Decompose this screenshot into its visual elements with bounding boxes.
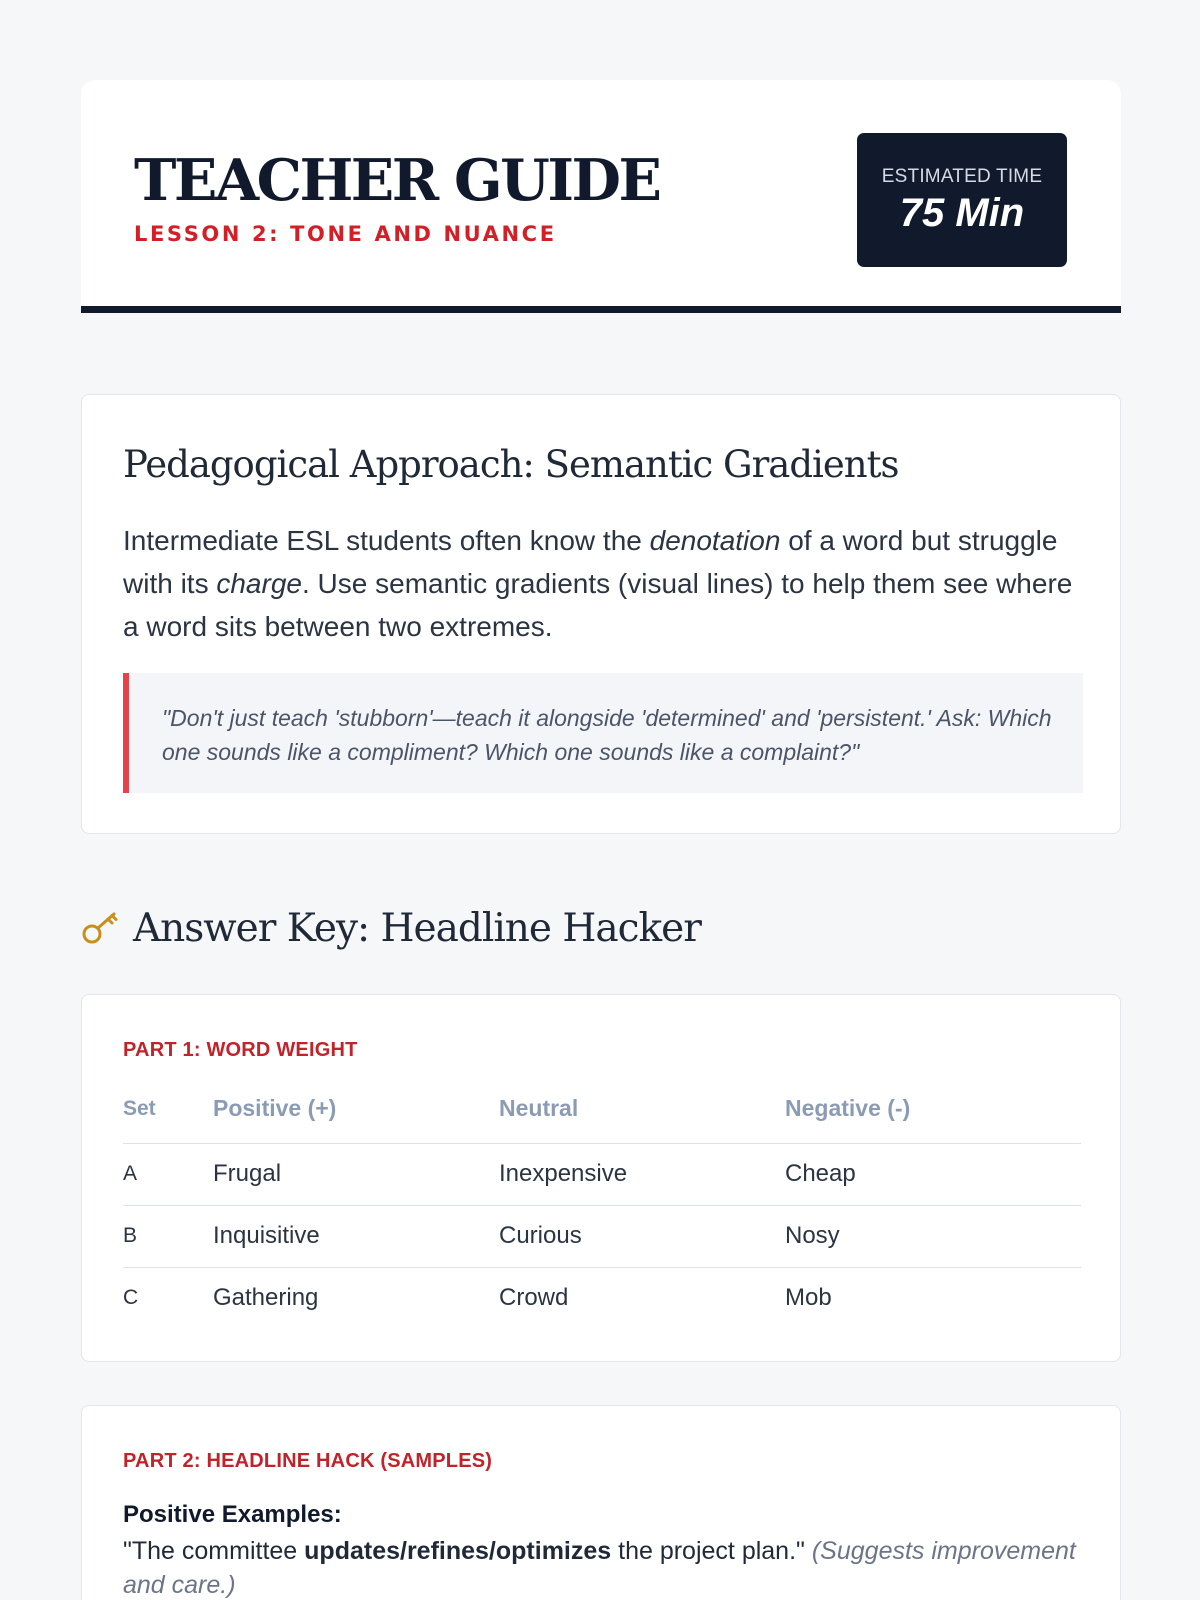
teaching-tip-quote: "Don't just teach 'stubborn'—teach it alongside 'determined' and 'persistent.' Ask: Which one sounds like a compliment? Which one sounds like a complaint?" (123, 673, 1083, 793)
word-weight-table (123, 1083, 1081, 1329)
estimated-time-label: ESTIMATED TIME (881, 166, 1043, 187)
column-header-set: Set (123, 1083, 213, 1143)
positive-examples-title: Positive Examples: (123, 1501, 342, 1528)
table-row (123, 1205, 1081, 1267)
table-row (123, 1267, 1081, 1329)
positive-example (123, 1534, 1083, 1600)
lesson-subtitle: LESSON 2: TONE AND NUANCE (134, 222, 557, 246)
set-cell: B (123, 1205, 213, 1267)
answer-key-heading (81, 903, 701, 953)
neutral-cell: Crowd (499, 1284, 569, 1312)
approach-body (123, 519, 1073, 648)
negative-cell: Nosy (785, 1205, 1081, 1267)
approach-text: of a word but struggle with its (123, 525, 1058, 599)
part1-label: PART 1: WORD WEIGHT (123, 1039, 358, 1061)
neutral-cell: Curious (499, 1205, 785, 1267)
positive-cell: Inquisitive (213, 1205, 499, 1267)
part2-card (81, 1405, 1121, 1600)
example-note: (Suggests improvement and care.) (123, 1537, 1076, 1599)
example-verbs: updates/refines/optimizes (304, 1537, 612, 1565)
positive-cell: Frugal (213, 1143, 499, 1205)
answer-key-title: Answer Key: Headline Hacker (133, 905, 701, 951)
estimated-time-badge (857, 133, 1067, 267)
estimated-time-value: 75 Min (899, 191, 1025, 235)
negative-cell: Cheap (785, 1143, 1081, 1205)
set-cell: A (123, 1143, 213, 1205)
approach-text: Intermediate ESL students often know the (123, 525, 650, 556)
negative-cell: Mob (785, 1284, 832, 1312)
neutral-cell: Inexpensive (499, 1143, 785, 1205)
part1-card (81, 994, 1121, 1362)
part2-label: PART 2: HEADLINE HACK (SAMPLES) (123, 1450, 493, 1472)
column-header-positive: Positive (+) (213, 1083, 499, 1143)
approach-text: . Use semantic gradients (visual lines) to help them see where a word sits between two extremes. (123, 568, 1073, 642)
example-text: "The committee (123, 1537, 305, 1565)
column-header-neutral: Neutral (499, 1083, 785, 1143)
header-card (81, 80, 1121, 313)
approach-emphasis-charge: charge (216, 568, 302, 599)
example-text: the project plan." (611, 1537, 812, 1565)
key-icon (81, 909, 119, 947)
approach-heading: Pedagogical Approach: Semantic Gradients (123, 443, 899, 486)
positive-cell: Gathering (213, 1284, 319, 1312)
table-header-row (123, 1083, 1081, 1143)
page-title: TEACHER GUIDE (134, 147, 660, 214)
table-row (123, 1143, 1081, 1205)
approach-card (81, 394, 1121, 834)
approach-emphasis-denotation: denotation (649, 525, 781, 556)
column-header-negative: Negative (-) (785, 1083, 1081, 1143)
set-cell: C (123, 1286, 139, 1310)
